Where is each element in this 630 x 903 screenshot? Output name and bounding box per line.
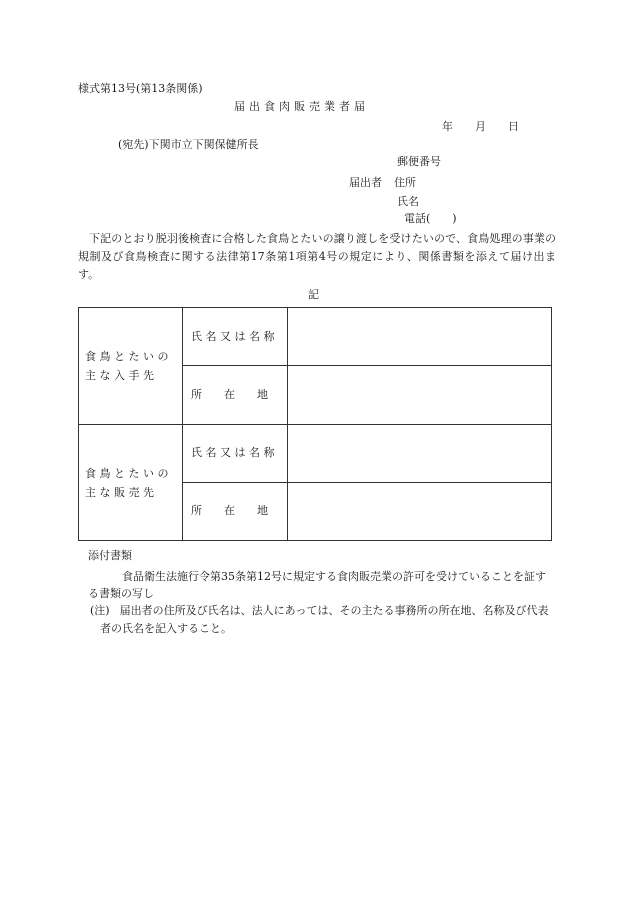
postal-code-label: 郵便番号 xyxy=(397,155,441,168)
date-month: 月 xyxy=(475,120,486,133)
phone-label: 電話( ) xyxy=(404,212,457,225)
source-location-label: 所 在 地 xyxy=(191,388,268,401)
applicant-address-line xyxy=(349,176,416,189)
addressee: (宛先)下関市立下関保健所長 xyxy=(118,138,259,151)
row-divider xyxy=(182,365,551,366)
destination-location-label: 所 在 地 xyxy=(191,504,268,517)
form-number: 様式第13号(第13条関係) xyxy=(78,82,203,95)
document-title: 届出食肉販売業者届 xyxy=(234,100,369,113)
date-day: 日 xyxy=(508,120,519,133)
note-label: (注) xyxy=(90,604,110,617)
destination-name-label: 氏 名 又 は 名 称 xyxy=(191,446,275,459)
source-name-label: 氏 名 又 は 名 称 xyxy=(191,330,275,343)
note-text: 届出者の住所及び氏名は、法人にあっては、その主たる事務所の所在地、名称及び代表者の氏名を記入すること。 xyxy=(100,604,549,635)
name-label: 氏名 xyxy=(397,195,419,208)
record-label: 記 xyxy=(308,288,319,301)
attachments-heading: 添付書類 xyxy=(88,549,132,562)
attachments-text: 食品衛生法施行令第35条第12号に規定する食肉販売業の許可を受けていることを証する書類の写し xyxy=(88,570,546,600)
column-divider xyxy=(182,308,183,540)
trade-partner-table xyxy=(78,307,552,541)
date-line xyxy=(442,120,519,133)
group-label-source: 食 鳥 と た い の 主 な 入 手 先 xyxy=(85,350,169,382)
address-label: 住所 xyxy=(394,176,416,189)
body-paragraph: 下記のとおり脱羽後検査に合格した食鳥とたいの譲り渡しを受けたいので、食鳥処理の事業の規制及び食鳥検査に関する法律第17条第1項第4号の規定により、関係書類を添えて届け出ます。 xyxy=(78,232,556,281)
group-label-destination: 食 鳥 と た い の 主 な 販 売 先 xyxy=(85,467,169,499)
note xyxy=(78,602,554,638)
applicant-role-label: 届出者 xyxy=(349,176,382,189)
column-divider xyxy=(287,308,288,540)
row-divider xyxy=(182,482,551,483)
group-divider xyxy=(79,424,551,425)
date-year: 年 xyxy=(442,120,453,133)
